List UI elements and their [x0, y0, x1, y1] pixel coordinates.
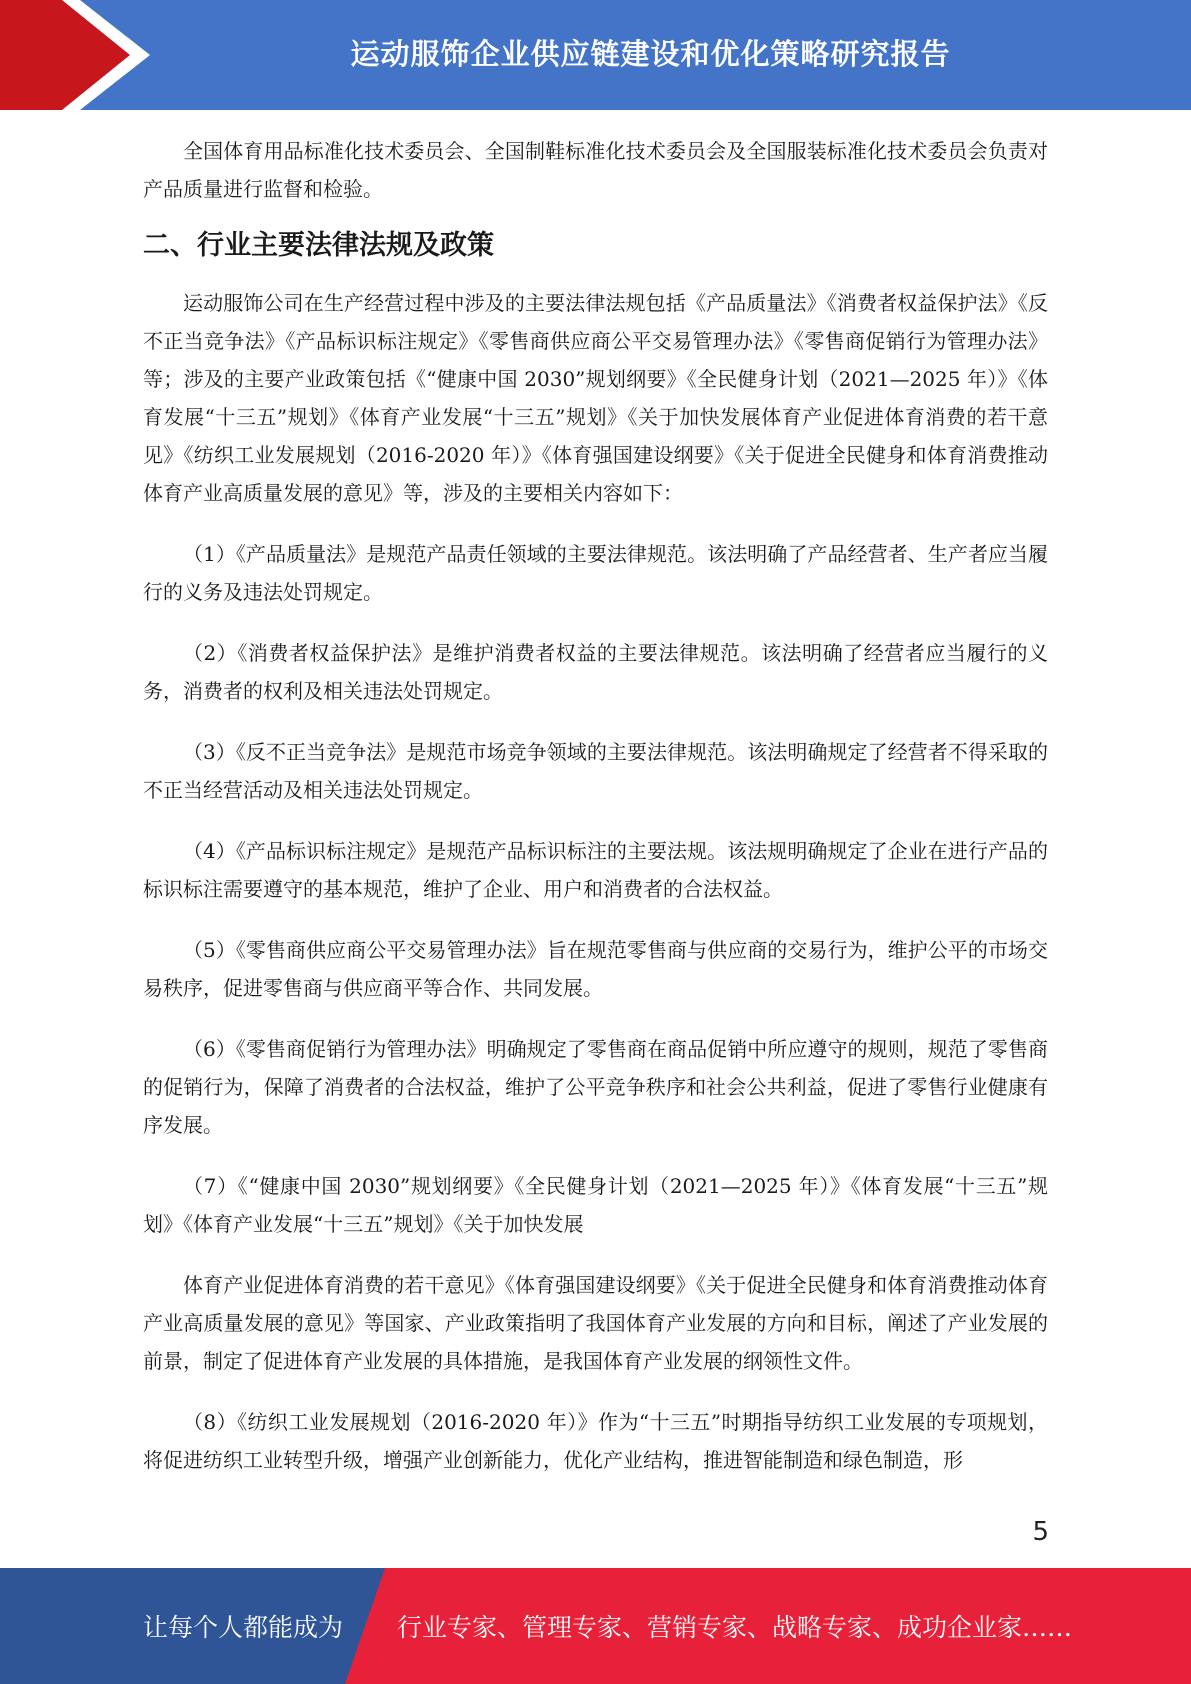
law-item-6: （6）《零售商促销行为管理办法》明确规定了零售商在商品促销中所应遵守的规则，规范了零售商的促销行为，保障了消费者的合法权益，维护了公平竞争秩序和社会公共利益，促进了零售行业健康有序发展。: [143, 1037, 1048, 1137]
law-item-2: （2）《消费者权益保护法》是维护消费者权益的主要法律规范。该法明确了经营者应当履行的义务，消费者的权利及相关违法处罚规定。: [143, 641, 1048, 703]
page-footer: [0, 1568, 1191, 1684]
continuation-paragraph: 体育产业促进体育消费的若干意见》《体育强国建设纲要》《关于促进全民健身和体育消费推动体育产业高质量发展的意见》等国家、产业政策指明了我国体育产业发展的方向和目标，阐述了产业发展的前景，制定了促进体育产业发展的具体措施，是我国体育产业发展的纲领性文件。: [143, 1273, 1048, 1373]
page-number: 5: [1032, 1517, 1049, 1547]
footer-slogan-right: 行业专家、管理专家、营销专家、战略专家、成功企业家……: [397, 1613, 1073, 1642]
overview-paragraph: 运动服饰公司在生产经营过程中涉及的主要法律法规包括《产品质量法》《消费者权益保护法》《反不正当竞争法》《产品标识标注规定》《零售商供应商公平交易管理办法》《零售商促销行为管理办法》等；涉及的主要产业政策包括《“健康中国 2030”规划纲要》《全民健身计划（2021—2025 年）》《体育发展“十三五”规划》《体育产业发展“十三五”规划》《关于加快发展体育产业促进体育消费的若干意见》《纺织工业发展规划（2016-2020 年）》《体育强国建设纲要》《关于促进全民健身和体育消费推动体育产业高质量发展的意见》等，涉及的主要相关内容如下：: [143, 291, 1048, 505]
page-header: [0, 0, 1191, 110]
page-content: [143, 132, 1048, 1479]
law-item-1: （1）《产品质量法》是规范产品责任领域的主要法律规范。该法明确了产品经营者、生产者应当履行的义务及违法处罚规定。: [143, 542, 1048, 604]
law-item-3: （3）《反不正当竞争法》是规范市场竞争领域的主要法律规范。该法明确规定了经营者不得采取的不正当经营活动及相关违法处罚规定。: [143, 740, 1048, 802]
report-title: 运动服饰企业供应链建设和优化策略研究报告: [350, 36, 951, 71]
footer-slogan-left: 让每个人都能成为: [143, 1613, 344, 1642]
law-item-8: （8）《纺织工业发展规划（2016-2020 年）》作为“十三五”时期指导纺织工业发展的专项规划，将促进纺织工业转型升级，增强产业创新能力，优化产业结构，推进智能制造和绿色制造，形: [143, 1410, 1048, 1472]
law-item-4: （4）《产品标识标注规定》是规范产品标识标注的主要法规。该法规明确规定了企业在进行产品的标识标注需要遵守的基本规范，维护了企业、用户和消费者的合法权益。: [143, 839, 1048, 901]
law-item-7: （7）《“健康中国 2030”规划纲要》《全民健身计划（2021—2025 年）》《体育发展“十三五”规划》《体育产业发展“十三五”规划》《关于加快发展: [143, 1174, 1048, 1236]
intro-paragraph: 全国体育用品标准化技术委员会、全国制鞋标准化技术委员会及全国服装标准化技术委员会负责对产品质量进行监督和检验。: [143, 139, 1048, 201]
section-heading: 二、行业主要法律法规及政策: [143, 230, 494, 261]
law-item-5: （5）《零售商供应商公平交易管理办法》旨在规范零售商与供应商的交易行为，维护公平的市场交易秩序，促进零售商与供应商平等合作、共同发展。: [143, 938, 1048, 1000]
